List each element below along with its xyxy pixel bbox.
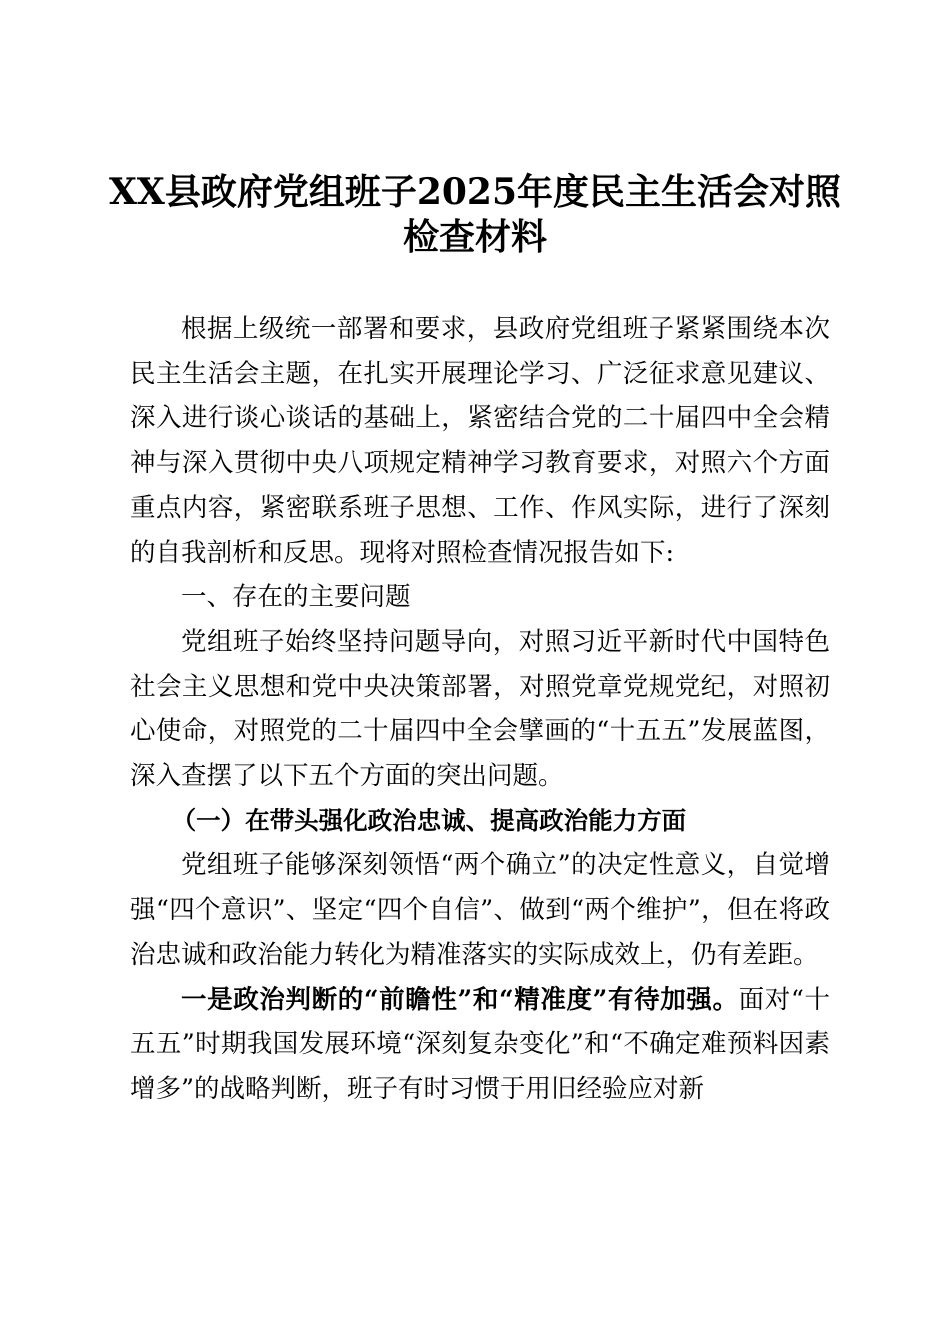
point-1-lead: 一是政治判断的“前瞻性”和“精准度”有待加强。 bbox=[181, 984, 739, 1015]
document-body bbox=[130, 307, 830, 1112]
point-1-text: 面对“十五五”时期我国发展环境“深刻复杂变化”和“不确定难预料因素增多”的战略判断，班子有时习惯于用旧经验应对新 bbox=[130, 984, 830, 1104]
intro-paragraph: 根据上级统一部署和要求，县政府党组班子紧紧围绕本次民主生活会主题，在扎实开展理论学习、广泛征求意见建议、深入进行谈心谈话的基础上，紧密结合党的二十届四中全会精神与深入贯彻中央八项规定精神学习教育要求，对照六个方面重点内容，紧密联系班子思想、工作、作风实际，进行了深刻的自我剖析和反思。现将对照检查情况报告如下: bbox=[130, 314, 830, 568]
point-1-paragraph bbox=[130, 978, 830, 1112]
document-title-line-2: 检查材料 bbox=[402, 216, 547, 258]
section-1-heading: 一、存在的主要问题 bbox=[181, 582, 411, 613]
subsection-1-heading: （一）在带头强化政治忠诚、提高政治能力方面 bbox=[171, 805, 687, 835]
subsection-1-paragraph: 党组班子能够深刻领悟“两个确立”的决定性意义，自觉增强“四个意识”、坚定“四个自信”、做到“两个维护”，但在将政治忠诚和政治能力转化为精准落实的实际成效上，仍有差距。 bbox=[130, 850, 830, 970]
document-title-line-1: XX县政府党组班子2025年度民主生活会对照 bbox=[108, 171, 842, 213]
section-1-paragraph: 党组班子始终坚持问题导向，对照习近平新时代中国特色社会主义思想和党中央决策部署，对照党章党规党纪，对照初心使命，对照党的二十届四中全会擘画的“十五五”发展蓝图，深入查摆了以下五个方面的突出问题。 bbox=[130, 626, 830, 792]
